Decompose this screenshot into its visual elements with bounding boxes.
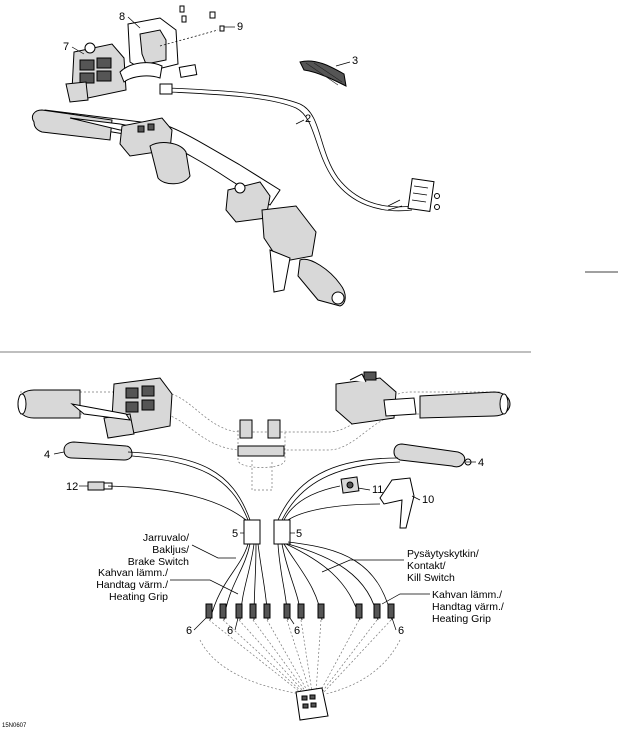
- heating-left-line-3: Heating Grip: [109, 591, 168, 603]
- heating-right-line-3: Heating Grip: [432, 613, 491, 625]
- lower-schematic-view: [2, 372, 510, 729]
- switch-housing-upper: [66, 43, 126, 102]
- callout-7: 7: [63, 41, 70, 53]
- callout-12: 12: [66, 481, 79, 493]
- callout-5-right: 5: [296, 528, 303, 540]
- callout-6-c: 6: [294, 625, 301, 637]
- left-switch-housing: [72, 378, 172, 438]
- part-11-switch: [341, 477, 359, 493]
- callout-6-b: 6: [227, 625, 234, 637]
- heating-left-line-2: Handtag värm./: [96, 579, 168, 591]
- terminal-connectors: [206, 604, 394, 618]
- heating-grip-label-right: [382, 589, 504, 625]
- right-grip-lower: [420, 392, 510, 418]
- kill-label-line-1: Pysäytyskytkin/: [407, 548, 479, 560]
- drawing-code: 15N0607: [2, 723, 27, 729]
- callout-2: 2: [305, 113, 312, 125]
- callout-3: 3: [352, 55, 359, 67]
- heating-grip-label-left: [96, 567, 238, 603]
- main-connector: [296, 688, 328, 720]
- handlebar-clamps: [238, 420, 284, 456]
- handlebar-upper: [32, 110, 345, 306]
- kill-switch-label: [322, 548, 479, 584]
- callout-5-left: 5: [232, 528, 239, 540]
- callout-9: 9: [237, 21, 244, 33]
- callout-10: 10: [422, 494, 435, 506]
- switch-cover: [120, 18, 178, 82]
- heating-right-line-2: Handtag värm./: [432, 601, 504, 613]
- kill-label-line-2: Kontakt/: [407, 560, 446, 572]
- small-connector: [179, 65, 196, 78]
- brake-label-line-2: Bakljus/: [152, 544, 189, 556]
- part-10-bracket: [380, 478, 414, 528]
- callout-4-right: 4: [478, 457, 485, 469]
- right-throttle-housing: [336, 372, 416, 424]
- brake-switch-label: [128, 532, 236, 568]
- callout-8: 8: [119, 11, 126, 23]
- brake-label-line-3: Brake Switch: [127, 556, 189, 568]
- kill-label-line-3: Kill Switch: [407, 572, 455, 584]
- callout-11: 11: [372, 484, 384, 496]
- callout-4-left: 4: [44, 449, 51, 461]
- callout-6-d: 6: [398, 625, 405, 637]
- upper-exploded-view: [32, 6, 618, 306]
- sleeve-part: [300, 61, 346, 86]
- heating-right-line-1: Kahvan lämm./: [432, 589, 503, 601]
- brake-label-line-1: Jarruvalo/: [142, 532, 189, 544]
- callout-6-a: 6: [186, 625, 193, 637]
- left-grip: [18, 390, 80, 418]
- heating-left-line-1: Kahvan lämm./: [97, 567, 168, 579]
